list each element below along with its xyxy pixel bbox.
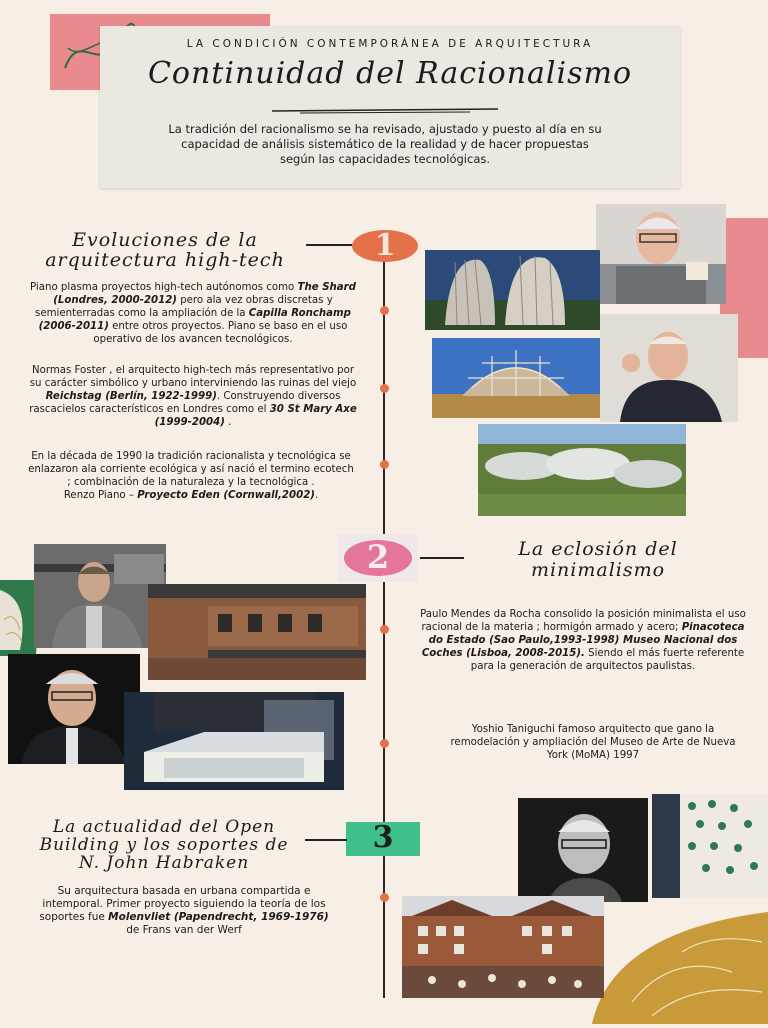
section1-title-line1: Evoluciones de la <box>72 229 258 251</box>
photo-paulo-mendes-da-rocha <box>34 544 166 648</box>
green-dots-scrap <box>652 794 768 898</box>
photo-molenvliet-housing <box>402 896 604 998</box>
section2-title-line2: minimalismo <box>530 559 666 581</box>
photo-reichstag-dome <box>432 338 600 418</box>
title-underline <box>270 99 500 105</box>
section1-paragraph3: En la década de 1990 la tradición racionalista y tecnológica se enlazaron ala corriente ecológica y así nació el termino ecotech ; combinación de la naturaleza y la tecnológica . Renzo Piano – Proyecto Eden (Cornwall,2002). <box>28 451 354 501</box>
section2-title-line1: La eclosión del <box>518 538 678 560</box>
section1-title-line2: arquitectura high-tech <box>45 249 285 271</box>
section1-paragraph1: Piano plasma proyectos high-tech autónomos como The Shard (Londres, 2000-2012) pero ala vez obras discretas y semienterradas como la ampliación de la Capilla Ronchamp (2006-2011) entre otros proyectos. Piano se baso en el uso operativo de los avancen tecnológicos. <box>30 282 356 345</box>
section2-number: 2 <box>366 538 390 576</box>
timeline-dot <box>380 739 389 748</box>
section2-paragraph2: Yoshio Taniguchi famoso arquitecto que gano la remodelación y ampliación del Museo de Arte de Nueva York (MoMA) 1997 <box>450 724 736 761</box>
photo-moma-building <box>124 692 344 790</box>
photo-norman-foster <box>600 314 738 422</box>
section2-paragraph1: Paulo Mendes da Rocha consolido la posición minimalista el uso racional de la materia ; hormigón armado y acero; Pinacoteca do Estado (Sao Paulo,1993-1998) Museo Nacional dos Coches (Lisboa, 2008-2015). Siendo el más fuerte referente para la generación de arquitectos paulistas. <box>420 609 746 672</box>
section3-number: 3 <box>372 820 394 855</box>
section3-title <box>14 818 314 872</box>
section3-title-line1: La actualidad del Open <box>52 817 276 837</box>
intro-text: La tradición del racionalismo se ha revisado, ajustado y puesto al día en su capacidad de análisis sistemático de la realidad y de hacer propuestas según las capacidades tecnológicas. <box>168 122 602 166</box>
gold-shape-scrap <box>592 912 768 1024</box>
photo-renzo-piano <box>596 204 726 304</box>
photo-ronchamp-domes <box>425 250 600 330</box>
timeline-dot <box>380 384 389 393</box>
section2-connector <box>420 557 464 559</box>
section3-title-line3: N. John Habraken <box>78 853 250 873</box>
photo-pinacoteca-interior <box>148 584 366 680</box>
section3-paragraph1: Su arquitectura basada en urbana compartida e intemporal. Primer proyecto siguiendo la teoría de los soportes fue Molenvliet (Papendrecht, 1969-1976) de Frans van der Werf <box>39 885 329 936</box>
section3-title-line2: Building y los soportes de <box>39 835 289 855</box>
timeline-dot <box>380 893 389 902</box>
photo-eden-project <box>478 424 686 516</box>
section1-number: 1 <box>374 228 396 263</box>
page-title: Continuidad del Racionalismo <box>147 56 633 91</box>
section1-paragraph2: Normas Foster , el arquitecto high-tech más representativo por su carácter simbólico y urbano interviniendo las ruinas del viejo Reichstag (Berlín, 1922-1999). Construyendo diversos rascacielos característicos en Londres como el 30 St Mary Axe (1999-2004) . <box>29 365 357 428</box>
timeline-dot <box>380 625 389 634</box>
section1-title <box>20 230 310 270</box>
timeline-dot <box>380 460 389 469</box>
photo-yoshio-taniguchi <box>8 654 140 764</box>
section2-title <box>468 539 728 581</box>
photo-john-habraken <box>518 798 648 902</box>
header-kicker: LA CONDICIÓN CONTEMPORÁNEA DE ARQUITECTURA <box>186 38 594 50</box>
section1-connector <box>306 244 352 246</box>
timeline-dot <box>380 306 389 315</box>
